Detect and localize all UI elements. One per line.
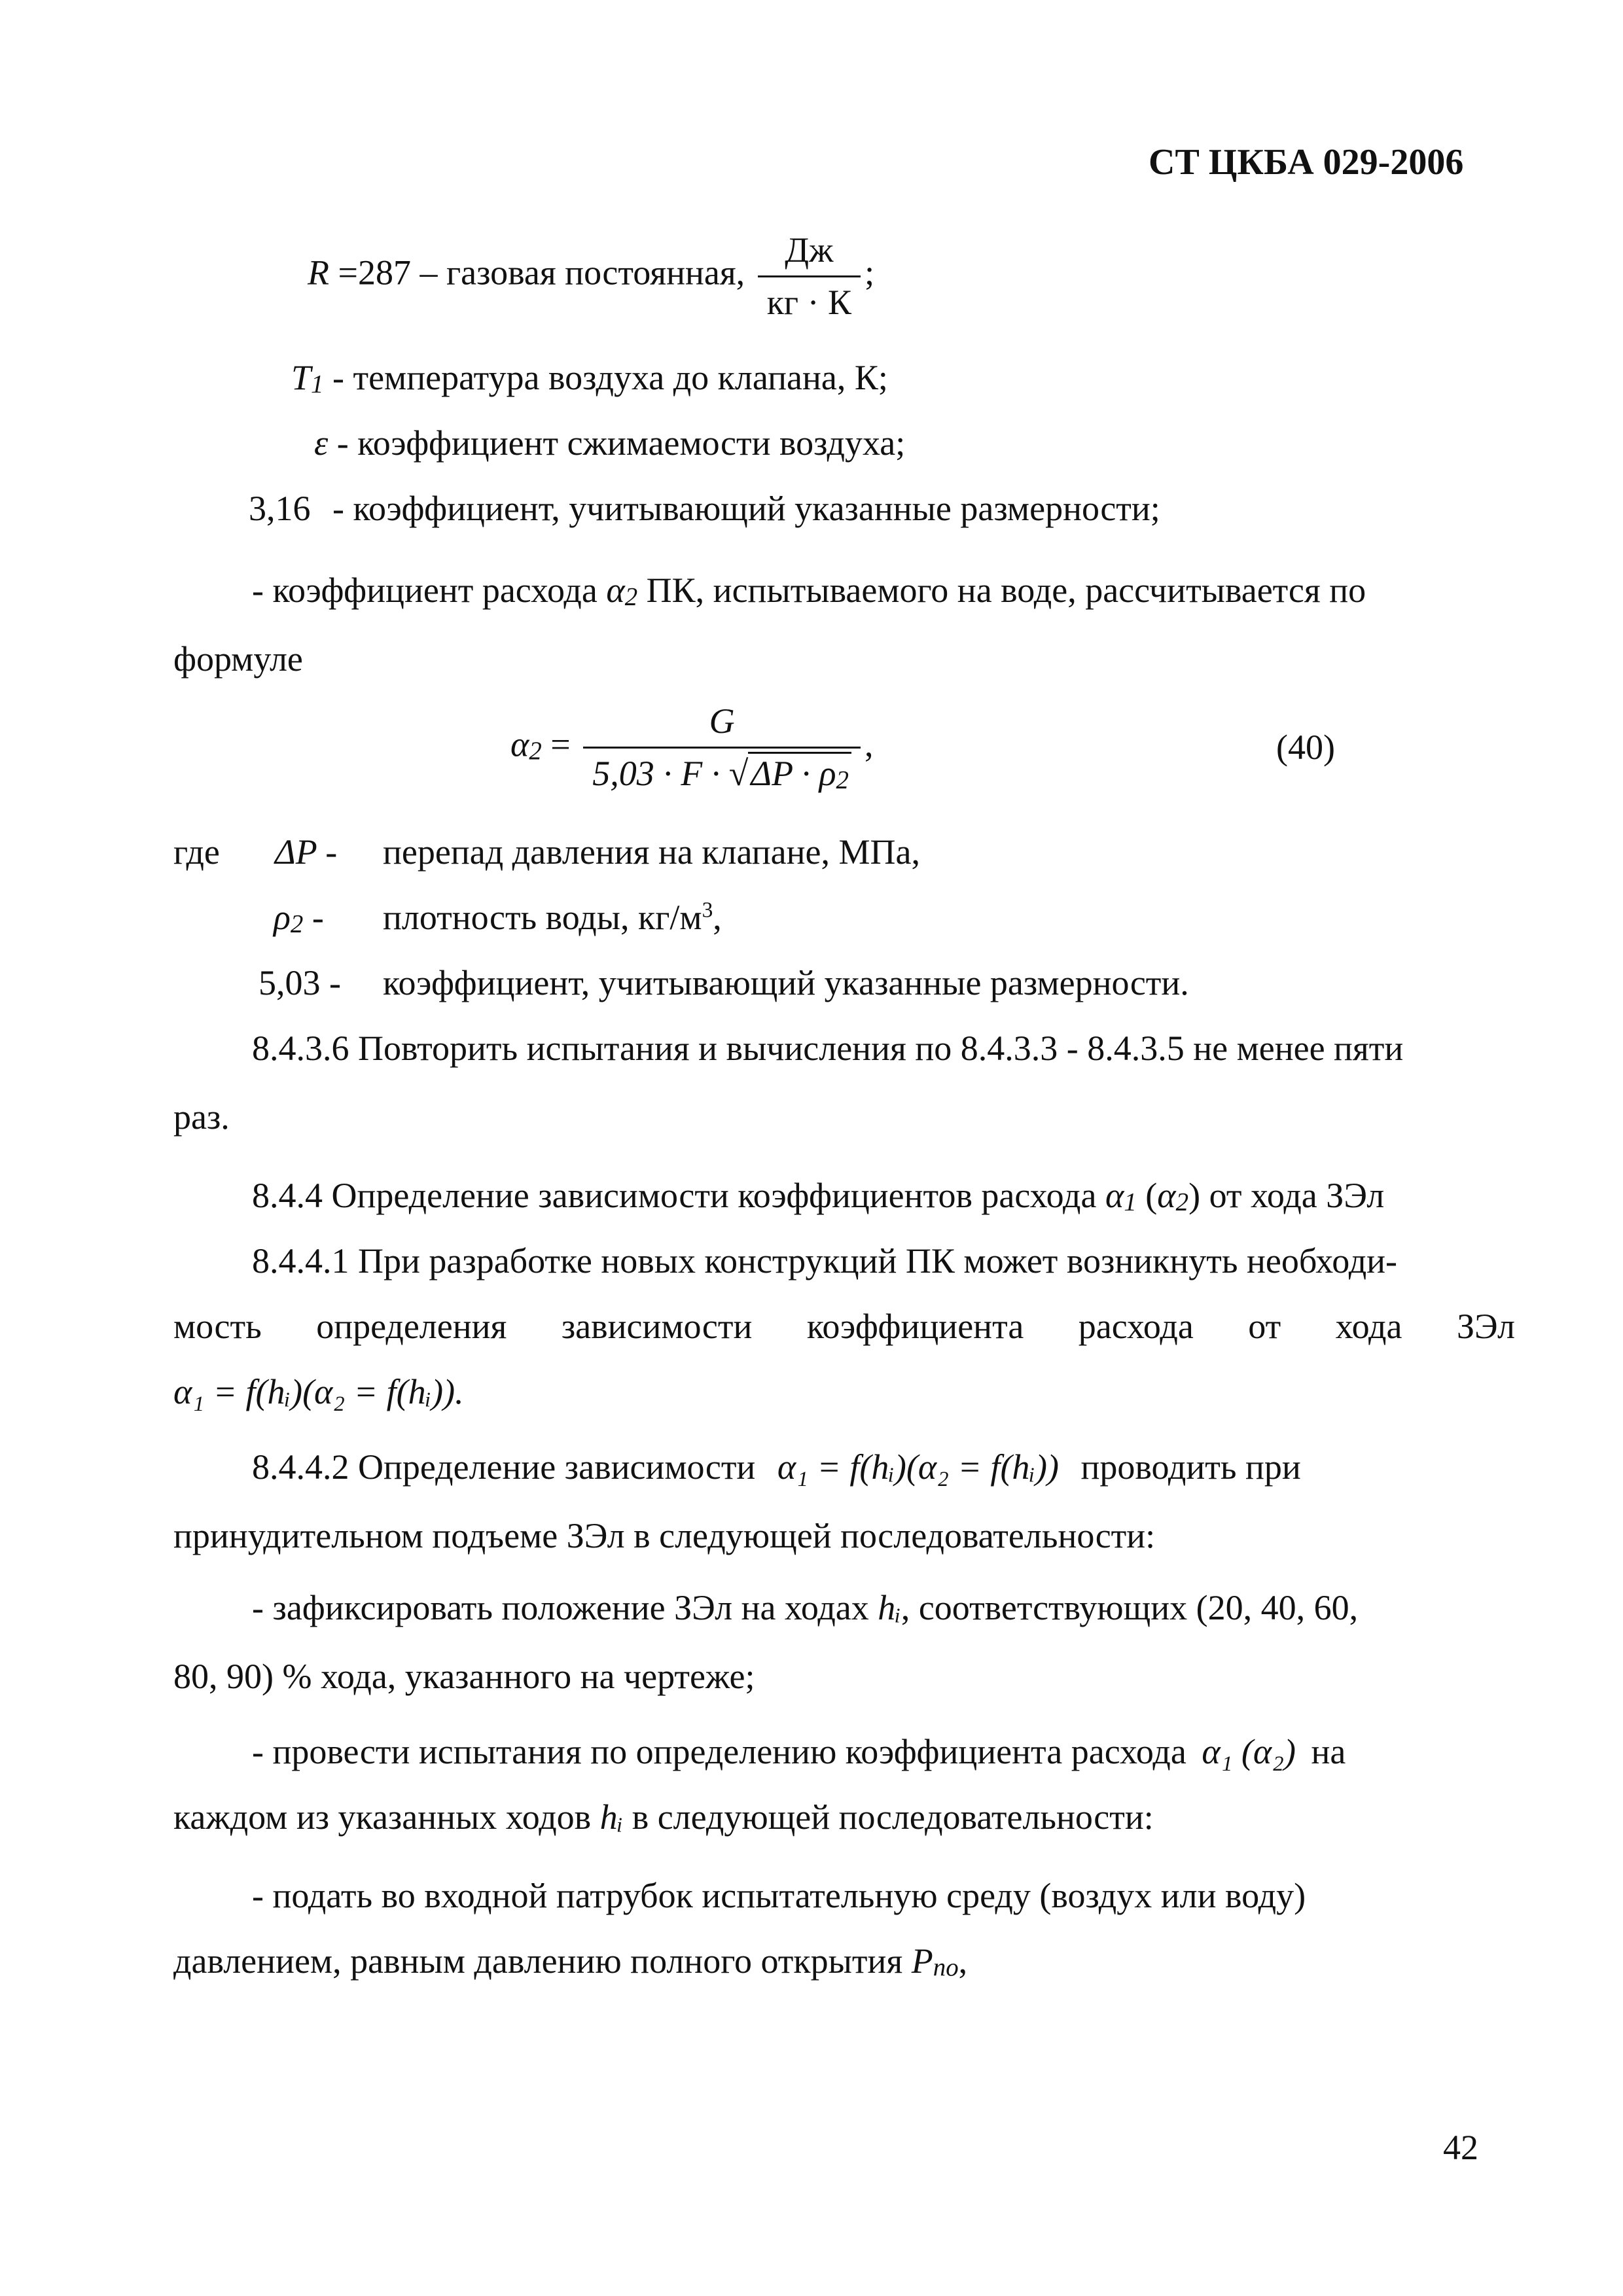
- alpha2: α: [1157, 1176, 1176, 1215]
- document-code: СТ ЦКБА 029-2006: [1149, 142, 1464, 183]
- para-844-text-b: от хода ЗЭл: [1209, 1176, 1385, 1215]
- rho-end: ,: [713, 898, 722, 937]
- def-R-end: ;: [865, 253, 875, 292]
- sqrt-text: ΔP · ρ: [751, 753, 836, 793]
- def-epsilon-text: - коэффициент сжимаемости воздуха;: [336, 423, 906, 463]
- bullet2-text-c: каждом из указанных ходов: [173, 1797, 592, 1837]
- formula-numerator: G: [583, 700, 861, 749]
- word: от: [1248, 1307, 1281, 1346]
- bullet3-text: давлением, равным давлению полного открытия: [173, 1941, 903, 1981]
- formula-comma: ,: [864, 724, 874, 764]
- para-coef-line2: формуле: [173, 639, 303, 679]
- symbol-T-sub: 1: [311, 370, 324, 398]
- bullet2-text-b: на: [1311, 1732, 1346, 1771]
- para-844: 8.4.4 Определение зависимости коэффициентов расхода α1 (α2) от хода ЗЭл: [252, 1176, 1385, 1216]
- para-8436-line1: 8.4.3.6 Повторить испытания и вычисления по 8.4.3.3 - 8.4.3.5 не менее пяти: [252, 1029, 1404, 1068]
- sqrt-body: [748, 752, 851, 793]
- def-503-text: коэффициент, учитывающий указанные размерности.: [383, 963, 1189, 1002]
- para-8441-formula: α₁ = f(hᵢ)(α₂ = f(hᵢ)).: [173, 1372, 464, 1411]
- symbol-T: T: [291, 358, 312, 397]
- symbol-rho: [274, 896, 324, 940]
- rho-text: плотность воды, кг/м: [383, 898, 702, 937]
- bullet2-line1: [252, 1731, 1346, 1773]
- def-R-text: =287 – газовая постоянная,: [338, 253, 745, 292]
- def-T1: [291, 357, 888, 400]
- def-deltaP-text: перепад давления на клапане, МПа,: [383, 832, 920, 872]
- bullet1-line1: [252, 1587, 1358, 1629]
- para-coef-text-b: ПК, испытываемого на воде, рассчитывается по: [646, 571, 1366, 610]
- def-T1-text: - температура воздуха до клапана, К;: [332, 358, 888, 397]
- bullet3-line1: - подать во входной патрубок испытательную среду (воздух или воду): [252, 1876, 1306, 1915]
- formula-40: [510, 700, 873, 796]
- coef-316: 3,16: [249, 489, 311, 528]
- unit-denominator: кг · К: [766, 282, 852, 322]
- symbol-P: P: [911, 1941, 933, 1981]
- word: зависимости: [561, 1307, 753, 1346]
- formula-number: (40): [1276, 728, 1335, 767]
- para-8441-line2: [173, 1305, 1515, 1348]
- para-8442-formula: α₁ = f(hᵢ)(α₂ = f(hᵢ)): [777, 1447, 1059, 1487]
- unit-fraction: [758, 229, 861, 324]
- bullet2-line2: [173, 1796, 1154, 1839]
- para-coef-text-a: - коэффициент расхода: [252, 571, 597, 610]
- symbol-alpha-sub: 2: [624, 582, 638, 611]
- formula-fraction: [583, 700, 861, 796]
- coef-503: 5,03 -: [259, 963, 341, 1002]
- para-8441-line1: 8.4.4.1 При разработке новых конструкций ПК может возникнуть необходи-: [252, 1241, 1398, 1280]
- para-coef-line1: [252, 569, 1366, 612]
- symbol-alpha: α: [606, 571, 625, 610]
- page-number: 42: [1443, 2128, 1478, 2167]
- para-8442-text-b: проводить при: [1080, 1447, 1301, 1487]
- rho-dash: -: [303, 898, 324, 937]
- unit-numerator: Дж: [758, 229, 861, 277]
- word: определения: [316, 1307, 507, 1346]
- para-8442-line1: [252, 1446, 1301, 1489]
- def-316-text: - коэффициент, учитывающий указанные размерности;: [332, 489, 1160, 528]
- rho-unit-sup: 3: [702, 898, 713, 923]
- formula-denominator: [583, 749, 861, 796]
- bullet1-line2: 80, 90) % хода, указанного на чертеже;: [173, 1657, 755, 1696]
- alpha1: α: [1105, 1176, 1124, 1215]
- bullet1-text-b: , соответствующих (20, 40, 60,: [901, 1588, 1359, 1627]
- alpha1-sub: 1: [1124, 1188, 1137, 1216]
- formula-lhs: α: [510, 724, 529, 764]
- symbol-h: hᵢ: [599, 1797, 624, 1837]
- symbol-h: hᵢ: [878, 1588, 901, 1627]
- def-rho-text: [383, 896, 722, 939]
- bullet2-text-d: в следующей последовательности:: [632, 1797, 1154, 1837]
- bullet1-text-a: - зафиксировать положение ЗЭл на ходах: [252, 1588, 869, 1627]
- bullet3-end: ,: [958, 1941, 968, 1981]
- bullet2-alpha: α₁ (α₂): [1202, 1732, 1296, 1771]
- word: расхода: [1078, 1307, 1194, 1346]
- symbol-epsilon: ε: [314, 423, 329, 463]
- bullet3-line2: [173, 1940, 967, 1983]
- alpha2-sub: 2: [1175, 1188, 1189, 1216]
- para-844-text-a: 8.4.4 Определение зависимости коэффициентов расхода: [252, 1176, 1097, 1215]
- para-8436-line2: раз.: [173, 1097, 230, 1137]
- word: коэффициента: [806, 1307, 1024, 1346]
- sqrt-sub: 2: [836, 766, 849, 794]
- para-8442-line2: принудительном подъеме ЗЭл в следующей последовательности:: [173, 1516, 1156, 1555]
- formula-den-text: 5,03 · F ·: [592, 753, 721, 793]
- word: ЗЭл: [1456, 1307, 1515, 1346]
- def-R: [308, 229, 874, 324]
- formula-lhs-sub: 2: [529, 737, 542, 766]
- where-label: где: [173, 832, 220, 872]
- word: мость: [173, 1307, 262, 1346]
- bullet2-text-a: - провести испытания по определению коэффициента расхода: [252, 1732, 1186, 1771]
- sqrt-sign: √: [728, 753, 749, 793]
- def-epsilon: [314, 422, 905, 465]
- symbol-deltaP: ΔP -: [275, 832, 338, 872]
- para-8442-text-a: 8.4.4.2 Определение зависимости: [252, 1447, 756, 1487]
- formula-eq: =: [550, 724, 571, 764]
- symbol-P-sub: по: [933, 1953, 959, 1982]
- rho-sub: 2: [290, 910, 304, 938]
- word: хода: [1335, 1307, 1402, 1346]
- def-316: [249, 487, 1160, 530]
- rho-symbol: ρ: [274, 898, 291, 937]
- symbol-R: R: [308, 253, 329, 292]
